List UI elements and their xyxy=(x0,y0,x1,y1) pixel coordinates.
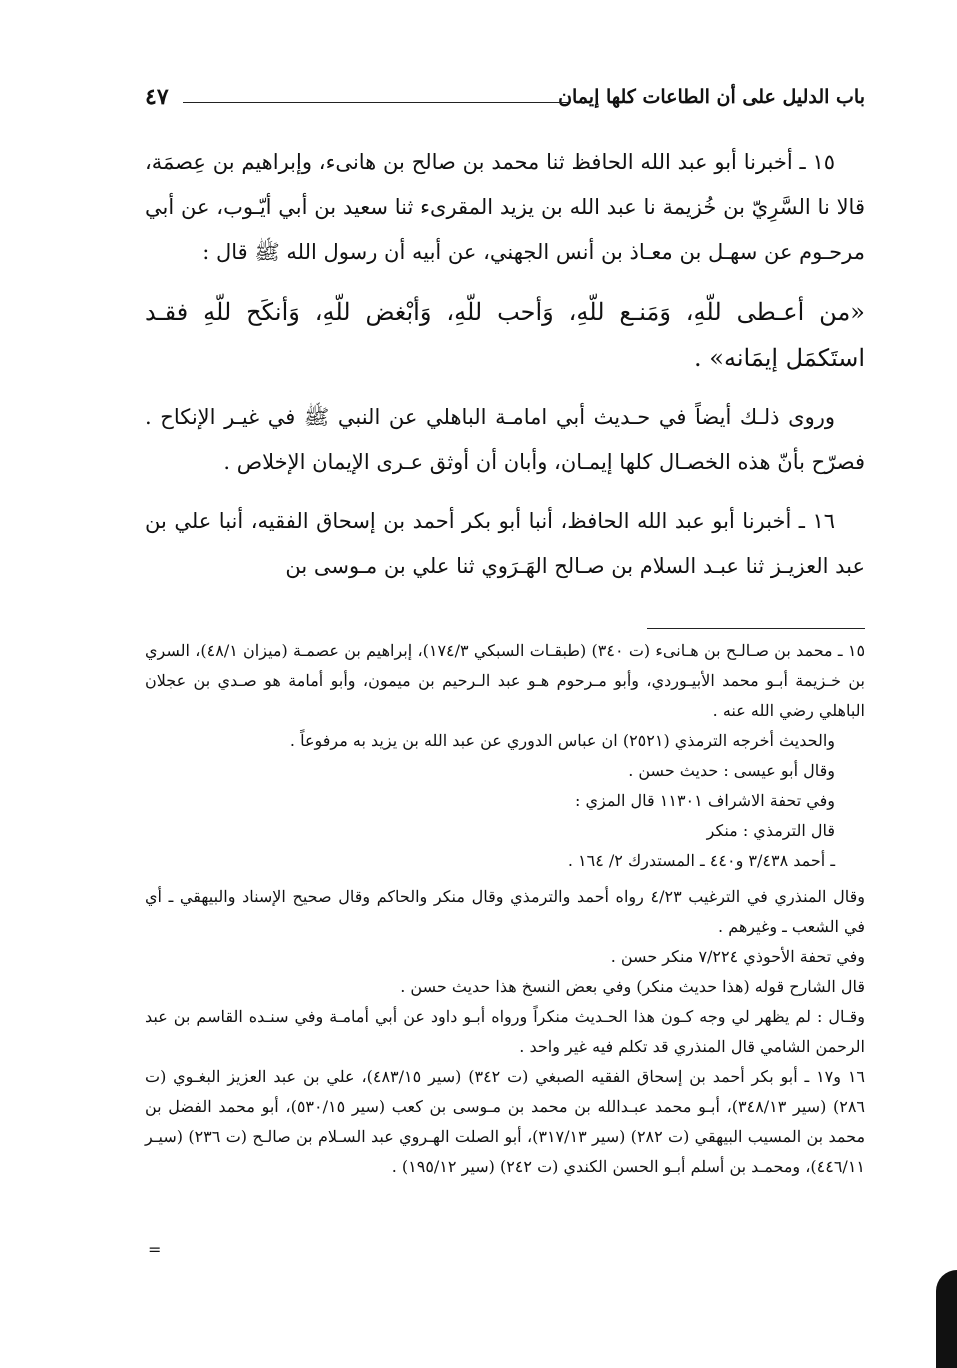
main-text xyxy=(145,140,865,603)
running-title: باب الدليل على أن الطاعات كلها إيمان xyxy=(558,86,865,108)
page-number: ٤٧ xyxy=(145,84,169,110)
footnote-line: وقال أبو عيسى : حديث حسن . xyxy=(628,761,835,780)
continuation-mark: = xyxy=(148,1240,162,1259)
footnote-line: وفي تحفة الأحوذي ٧/٢٢٤ منكر حسن . xyxy=(610,947,865,966)
footnote-line: ١٥ ـ محمد بن صـالـح بن هـانىء (ت ٣٤٠) (طبقـات السبكي ١٧٤/٣)، إبراهيم بن عصمـة (ميزان ٤٨/١)، السري بن خـزيمة أبـو محمد الأبيـوردي، وأبو مـرحوم هـو عبد الـرحيم بن ميمون، وأبو أمامة هو صـدي بن عجلان الباهلي رضي الله عنه . xyxy=(145,641,866,720)
footnote-line: ١٦ و١٧ ـ أبو بكر أحمد بن إسحاق الفقيه الصبغي (ت ٣٤٢) (سير ٤٨٣/١٥)، علي بن عبد العزيز البغـوي (ت ٢٨٦) (سير ٣٤٨/١٣)، أبـو محمد عبـدالله بن محمد بن مـوسى بن كعب (سير ٥٣٠/١٥)، أبو محمد الفضل بن محمد بن المسيب البيهقي (ت ٢٨٢) (سير ٣١٧/١٣)، أبو الصلت الهـروي عبد السـلام بن صالـح (ت ٢٣٦) (سيـر ٤٤٦/١١)، ومحمـد بن أسلم أبـو الحسن الكندي (ت ٢٤٢) (سير ١٩٥/١٢) . xyxy=(145,1067,866,1176)
footnote-line: ـ أحمد ٣/٤٣٨ و٤٤٠ ـ المستدرك ٢/ ١٦٤ . xyxy=(567,851,835,870)
commentary-paragraph: وروى ذلـك أيضاً في حـديث أبي امامـة الباهلي عن النبي ﷺ في غيـر الإنكاح . فصرّح بأنّ هذه الخصـال كلها إيمـان، وأبان أن أوثق عـرى الإيمان الإخلاص . xyxy=(145,405,865,474)
footnote-line: والحديث أخرجه الترمذي (٢٥٢١) ان عباس الدوري عن عبد الله بن يزيد به مرفوعاً . xyxy=(289,731,835,750)
footnote-separator xyxy=(647,628,865,629)
footnotes xyxy=(145,636,865,1182)
footnote-line: وقال المنذري في الترغيب ٤/٢٣ رواه أحمد والترمذي وقال منكر والحاكم وقال صحيح الإسناد والبيهقي ـ أي في الشعب ـ وغيرهم . xyxy=(145,887,865,936)
scan-edge-shadow xyxy=(936,1270,957,1368)
hadith-15-paragraph: ١٥ ـ أخبرنا أبو عبد الله الحافظ ثنا محمد بن صالح بن هانىء، وإبراهيم بن عِصمَة، قالا نا السَّرِيّ بن خُزيمة نا عبد الله بن يزيد المقرىء ثنا سعيد بن أبي أيّـوب، عن أبي مرحـوم عن سهـل بن معـاذ بن أنس الجهني، عن أبيه أن رسول الله ﷺ قال : xyxy=(145,150,865,264)
footnote-line: قال الشارح قوله (هذا حديث منكر) وفي بعض النسخ هذا حديث حسن . xyxy=(400,977,865,996)
footnote-line: وفي تحفة الاشراف ١١٣٠١ قال المزي : xyxy=(575,791,835,810)
footnote-line: وقـال : لم يظهر لي وجه كـون هذا الحـديث منكراً ورواه أبـو داود عن أبي أمامـة وفي سنـده القاسم بن عبد الرحمن الشامي قال المنذري قد تكلم فيه غير واحد . xyxy=(145,1007,865,1056)
header-rule xyxy=(183,102,569,103)
hadith-16-paragraph: ١٦ ـ أخبرنا أبو عبد الله الحافظ، أنبا أبو بكر أحمد بن إسحاق الفقيه، أنبا علي بن عبد العزيـز ثنا عبـد السلام بن صـالح الهَـرَوي ثنا علي بن مـوسى بن xyxy=(145,509,865,578)
footnote-line: قال الترمذي : منكر xyxy=(706,821,835,840)
page-header xyxy=(145,84,865,118)
hadith-15-quote: «من أعـطى للّهِ، وَمَنـع للّهِ، وَأحب للّهِ، وَأبْغض للّهِ، وَأنكَح للّهِ فقـد استَكمَل إيمَانه» . xyxy=(145,298,865,372)
